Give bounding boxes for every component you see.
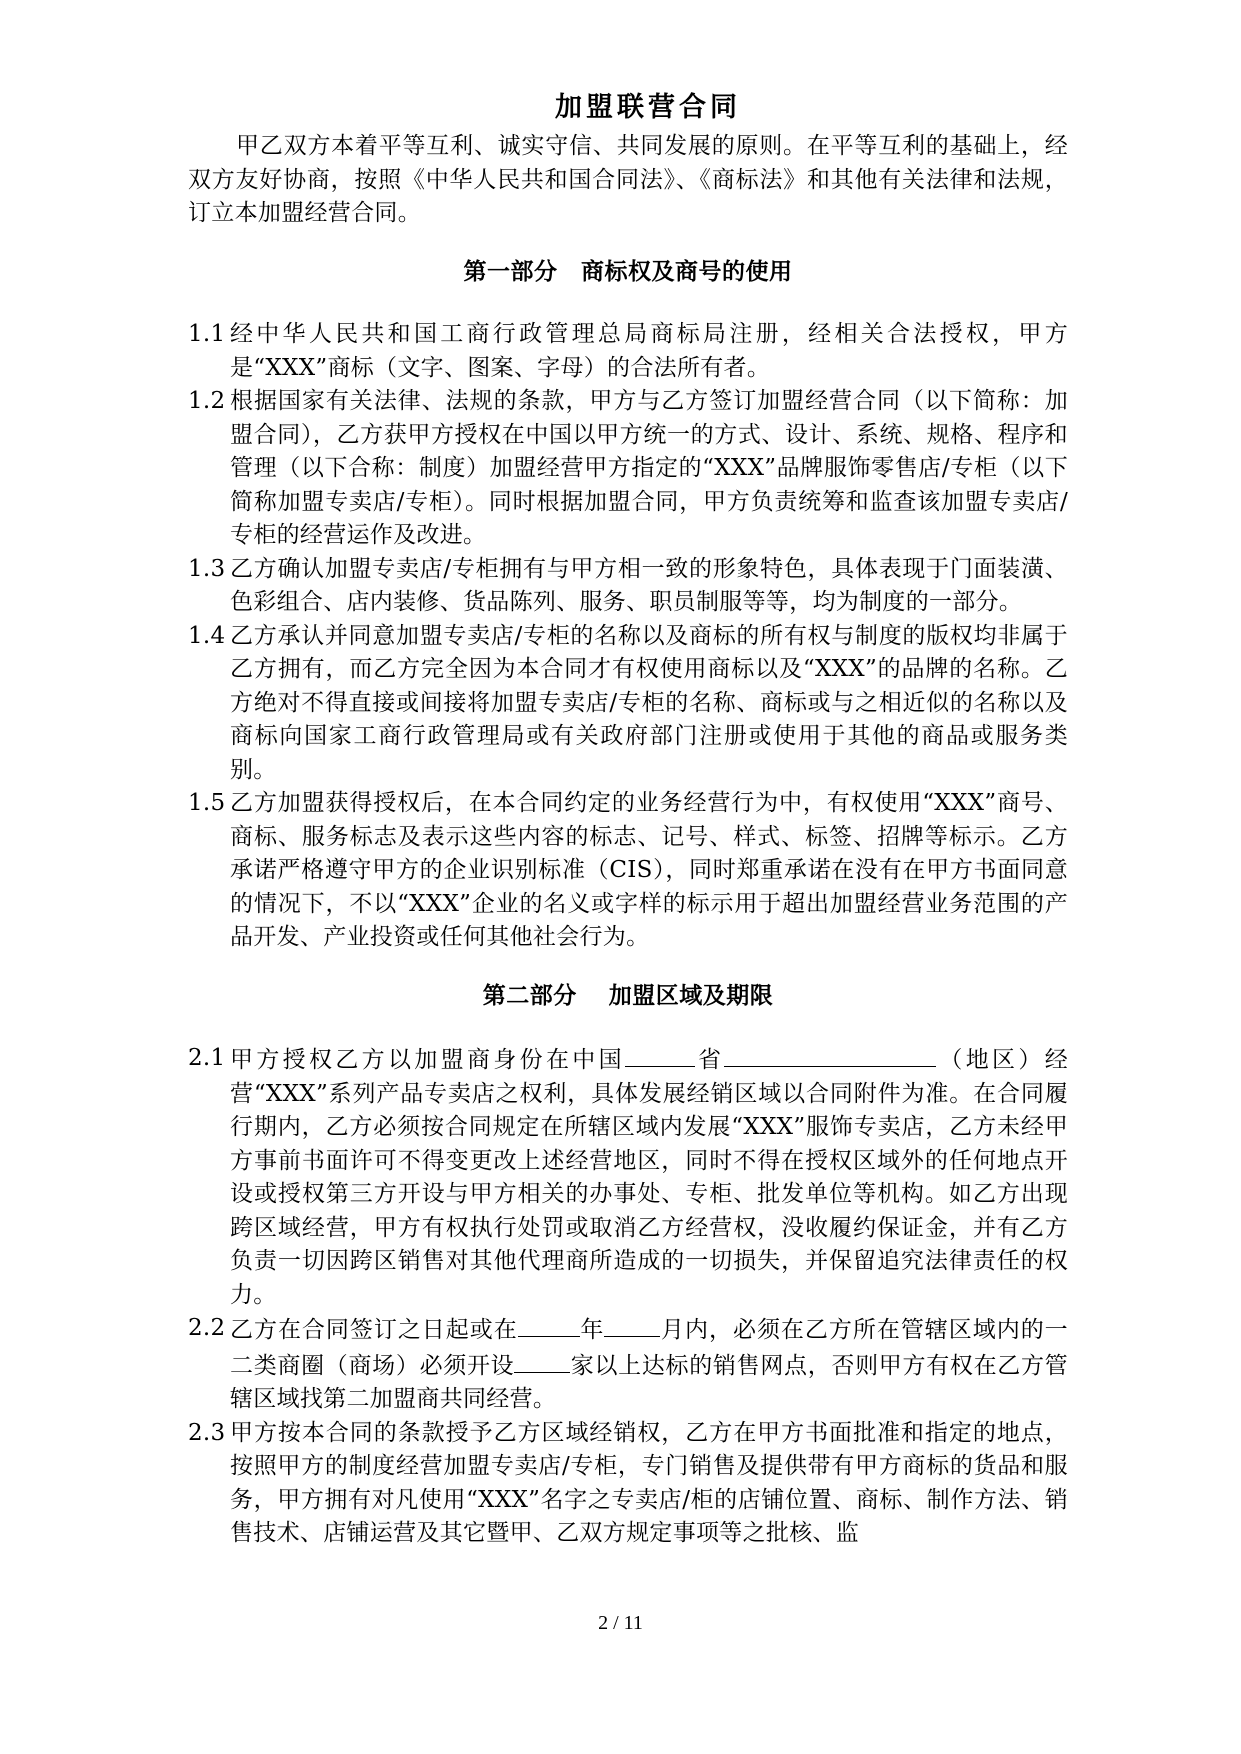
clause-number: 1.1 — [188, 321, 226, 347]
page-number: 2 / 11 — [598, 1612, 643, 1634]
clause-text: 根据国家有关法律、法规的条款，甲方与乙方签订加盟经营合同（以下简称：加盟合同），乙方获甲方授权在中国以甲方统一的方式、设计、系统、规格、程序和管理（以下合称：制度）加盟经营甲方指定的“XXX”品牌服饰零售店/专柜（以下简称加盟专卖店/专柜）。同时根据加盟合同，甲方负责统筹和监查该加盟专卖店/专柜的经营运作及改进。 — [230, 388, 1068, 548]
clause-text: 经中华人民共和国工商行政管理总局商标局注册，经相关合法授权，甲方是“XXX”商标（文字、图案、字母）的合法所有者。 — [230, 321, 1068, 381]
clause-text — [230, 1042, 1068, 1312]
clause-text: 甲方按本合同的条款授予乙方区域经销权，乙方在甲方书面批准和指定的地点，按照甲方的制度经营加盟专卖店/专柜，专门销售及提供带有甲方商标的货品和服务，甲方拥有对凡使用“XXX”名字之专卖店/柜的店铺位置、商标、制作方法、销售技术、店铺运营及其它暨甲、乙双方规定事项等之批核、监 — [230, 1419, 1068, 1546]
clause-rest: 经营“XXX”系列产品专卖店之权利，具体发展经销区域以合同附件为准。在合同履行期内，乙方必须按合同规定在所辖区域内发展“XXX”服饰专卖店，乙方未经甲方事前书面许可不得变更改上述经营地区，同时不得在授权区域外的任何地点开设或授权第三方开设与甲方相关的办事处、专柜、批发单位等机构。如乙方出现跨区域经营，甲方有权执行处罚或取消乙方经营权，没收履约保证金，并有乙方负责一切因跨区销售对其他代理商所造成的一切损失，并保留追究法律责任的权力。 — [230, 1047, 1069, 1308]
clause-number: 1.4 — [188, 622, 226, 649]
clause-2-3 — [188, 1417, 1068, 1551]
clause-text: 乙方加盟获得授权后，在本合同约定的业务经营行为中，有权使用“XXX”商号、商标、服务标志及表示这些内容的标志、记号、样式、标签、招牌等标示。乙方承诺严格遵守甲方的企业识别标准（CIS），同时郑重承诺在没有在甲方书面同意的情况下，不以“XXX”企业的名义或字样的标示用于超出加盟经营业务范围的产品开发、产业投资或任何其他社会行为。 — [230, 790, 1068, 950]
store-count-blank[interactable] — [514, 1348, 570, 1373]
year-label: 年 — [579, 1317, 605, 1343]
part2-heading: 第二部分 加盟区域及期限 — [482, 981, 774, 1009]
clause-lead: 甲方授权乙方以加盟商身份在中国 — [230, 1047, 625, 1073]
clause-1-4 — [188, 620, 1068, 788]
clause-text: 乙方承认并同意加盟专卖店/专柜的名称以及商标的所有权与制度的版权均非属于乙方拥有，而乙方完全因为本合同才有权使用商标以及“XXX”的品牌的名称。乙方绝对不得直接或间接将加盟专卖店/专柜的名称、商标或与之相近似的名称以及商标向国家工商行政管理局或有关政府部门注册或使用于其他的商品或服务类别。 — [230, 622, 1068, 783]
clause-2-2 — [188, 1312, 1068, 1417]
clause-rest: 家以上达标的销售网点，否则甲方有权在乙方管辖区域找第二加盟商共同经营。 — [230, 1352, 1068, 1412]
document-title: 加盟联营合同 — [555, 92, 741, 123]
province-blank[interactable] — [625, 1042, 695, 1067]
clause-lead: 乙方在合同签订之日起或在 — [230, 1317, 518, 1343]
part1-clauses — [188, 318, 1068, 955]
clause-text — [230, 1312, 1068, 1417]
clause-number: 2.1 — [188, 1045, 226, 1071]
intro-paragraph: 甲乙双方本着平等互利、诚实守信、共同发展的原则。在平等互利的基础上，经双方友好协商，按照《中华人民共和国合同法》、《商标法》和其他有关法律和法规，订立本加盟经营合同。 — [188, 133, 1068, 226]
clause-number: 1.3 — [188, 555, 226, 582]
clause-1-3 — [188, 553, 1068, 620]
clause-1-1 — [188, 318, 1068, 385]
province-label: 省 — [694, 1047, 725, 1073]
region-blank[interactable] — [724, 1042, 936, 1067]
clause-text: 乙方确认加盟专卖店/专柜拥有与甲方相一致的形象特色，具体表现于门面装潢、色彩组合、店内装修、货品陈列、服务、职员制服等等，均为制度的一部分。 — [230, 555, 1068, 615]
clause-1-2 — [188, 385, 1068, 553]
document-page — [188, 88, 1068, 1551]
part2-clauses — [188, 1042, 1068, 1551]
clause-1-5 — [188, 787, 1068, 955]
part1-heading: 第一部分 商标权及商号的使用 — [463, 257, 793, 285]
clause-number: 1.5 — [188, 790, 226, 816]
clause-number: 1.2 — [188, 388, 226, 414]
month-blank[interactable] — [604, 1312, 660, 1337]
clause-number: 2.2 — [188, 1315, 226, 1341]
region-label: （地区） — [936, 1047, 1045, 1073]
month-label: 月内，必须在乙方所在管辖区域内的一二类商圈（商场）必须开设 — [230, 1317, 1068, 1379]
clause-2-1 — [188, 1042, 1068, 1312]
clause-number: 2.3 — [188, 1419, 226, 1446]
year-blank[interactable] — [518, 1312, 580, 1337]
